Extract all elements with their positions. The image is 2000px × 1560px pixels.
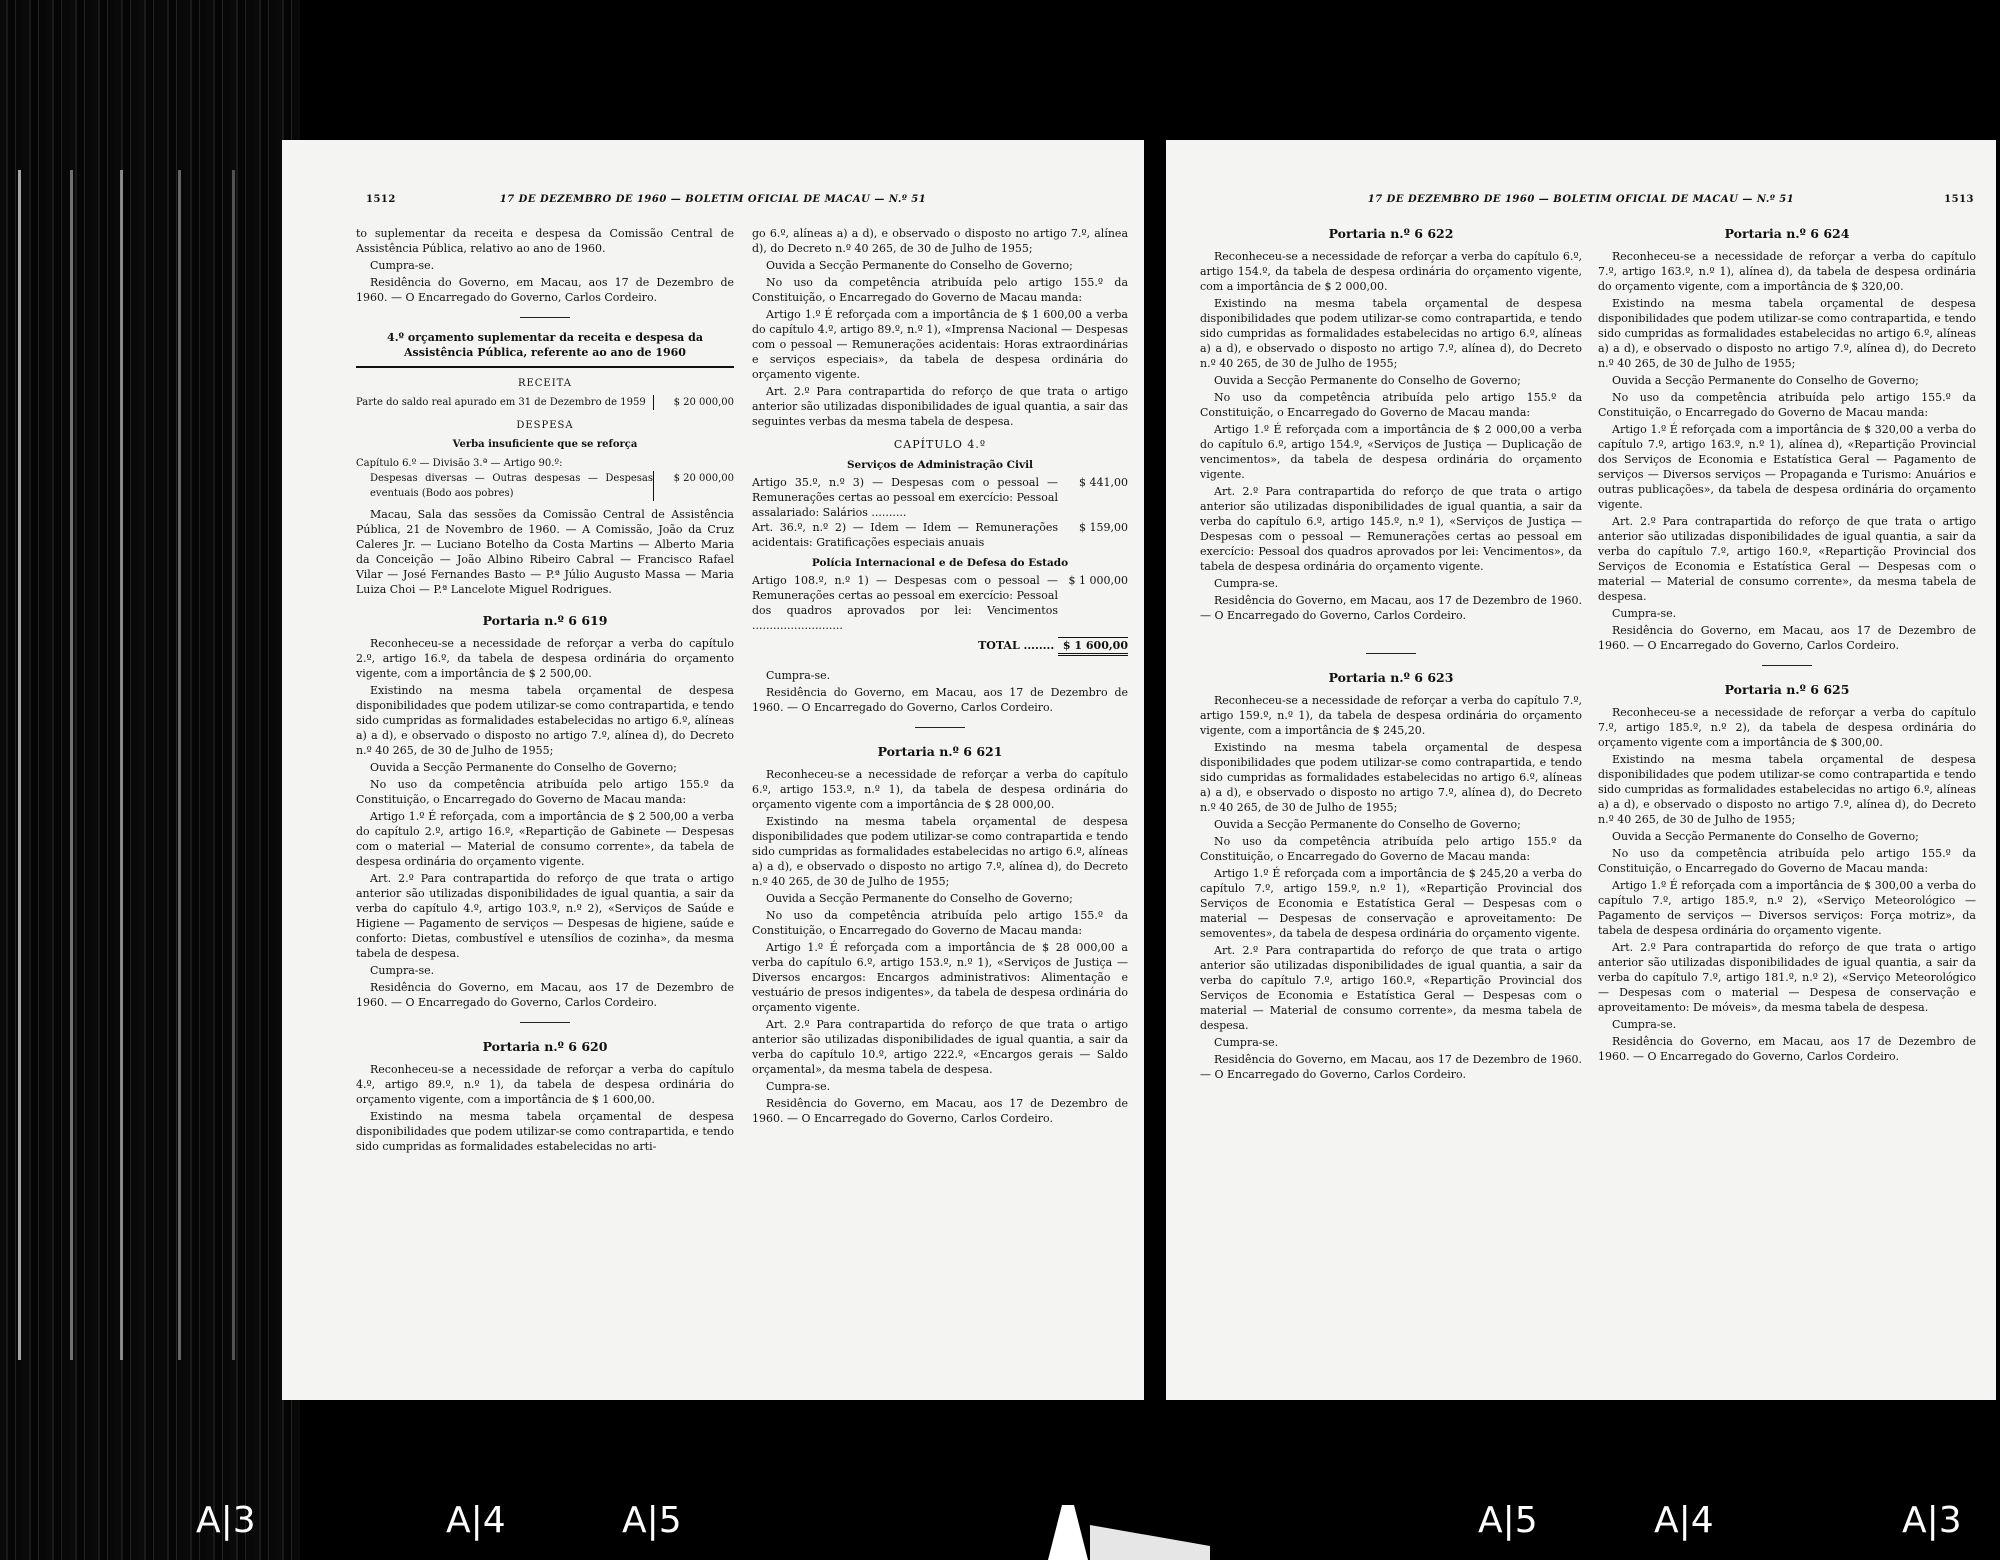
paragraph: Cumpra-se. bbox=[766, 669, 831, 682]
paragraph: Art. 2.º Para contrapartida do reforço de que trata o artigo anterior são utilizadas disponibilidades de igual quantia, a sair da verba do capítulo 6.º, artigo 145.º, n.º 1), «Serviços de Justiça — Despesas com o pessoal — Remunerações certas ao pessoal em exercício: Pessoal dos quadros aprovados por lei: Vencimentos», da tabela de despesa ordinária do orçamento vigente. bbox=[1200, 485, 1582, 573]
row-amount: $ 159,00 bbox=[1079, 521, 1128, 534]
paragraph: Reconheceu-se a necessidade de reforçar a verba do capítulo 4.º, artigo 89.º, n.º 1), da tabela de despesa ordinária do orçamento vigente, com a importância de $ 1 600,00. bbox=[356, 1063, 734, 1106]
paragraph: Residência do Governo, em Macau, aos 17 de Dezembro de 1960. — O Encarregado do Governo, Carlos Cordeiro. bbox=[356, 276, 734, 304]
film-mark: A|4 bbox=[1654, 1500, 1714, 1541]
portaria-title: Portaria n.º 6 624 bbox=[1724, 226, 1850, 241]
paragraph: Cumpra-se. bbox=[1214, 1036, 1279, 1049]
paragraph: Art. 2.º Para contrapartida do reforço de que trata o artigo anterior são utilizadas disponibilidades de igual quantia, a sair da verba do capítulo 7.º, artigo 160.º, «Repartição Provincial dos Serviços de Economia e Estatística Geral — Despesas com o material — Material de consumo corrente», da mesma tabela de despesa. bbox=[1200, 944, 1582, 1032]
paragraph: Existindo na mesma tabela orçamental de despesa disponibilidades que podem utilizar-se como contrapartida, e tendo sido cumpridas as formalidades estabelecidas no artigo 6.º, alíneas a) a d), e observado o disposto no artigo 7.º, alínea d), do Decreto n.º 40 265, de 30 de Julho de 1955; bbox=[1598, 297, 1976, 370]
paragraph: Existindo na mesma tabela orçamental de despesa disponibilidades que podem utilizar-se como contrapartida, e tendo sido cumpridas as formalidades estabelecidas no artigo 6.º, alíneas a) a d), e observado o disposto no artigo 7.º, alínea d), do Decreto n.º 40 265, de 30 de Julho de 1955; bbox=[1200, 741, 1582, 814]
page-number: 1513 bbox=[1944, 194, 1974, 205]
paragraph: Art. 2.º Para contrapartida do reforço de que trata o artigo anterior são utilizadas disponibilidades de igual quantia, a sair da verba do capítulo 10.º, artigo 222.º, «Encargos gerais — Saldo orçamental», da mesma tabela de despesa. bbox=[752, 1018, 1128, 1076]
paragraph: Residência do Governo, em Macau, aos 17 de Dezembro de 1960. — O Encarregado do Governo, Carlos Cordeiro. bbox=[1598, 624, 1976, 652]
page-clip-shadow bbox=[1090, 1525, 1210, 1560]
paragraph: Existindo na mesma tabela orçamental de despesa disponibilidades que podem utilizar-se como contrapartida, e tendo sido cumpridas as formalidades estabelecidas no arti- bbox=[356, 1110, 734, 1153]
row-amount: $ 20 000,00 bbox=[653, 471, 734, 501]
paragraph: Residência do Governo, em Macau, aos 17 de Dezembro de 1960. — O Encarregado do Governo, Carlos Cordeiro. bbox=[356, 981, 734, 1009]
total-amount: $ 1 600,00 bbox=[1058, 637, 1128, 656]
paragraph: Reconheceu-se a necessidade de reforçar a verba do capítulo 6.º, artigo 153.º, n.º 1), da tabela de despesa ordinária do orçamento vigente com a importância de $ 28 000,00. bbox=[752, 768, 1128, 811]
portaria-title: Portaria n.º 6 622 bbox=[1328, 226, 1454, 241]
paragraph: Residência do Governo, em Macau, aos 17 de Dezembro de 1960. — O Encarregado do Governo, Carlos Cordeiro. bbox=[1200, 1053, 1582, 1081]
section-title: 4.º orçamento suplementar da receita e despesa da Assistência Pública, referente ao ano de 1960 bbox=[387, 331, 703, 359]
paragraph: Art. 2.º Para contrapartida do reforço de que trata o artigo anterior são utilizadas disponibilidades de igual quantia, a sair das seguintes verbas da mesma tabela de despesa. bbox=[752, 385, 1128, 428]
row-amount: $ 441,00 bbox=[1079, 476, 1128, 489]
row-amount: $ 1 000,00 bbox=[1068, 574, 1128, 587]
left-column-2 bbox=[752, 226, 1128, 1128]
paragraph: Existindo na mesma tabela orçamental de despesa disponibilidades que podem utilizar-se como contrapartida, e tendo sido cumpridas as formalidades estabelecidas no artigo 6.º, alíneas a) a d), e observado o disposto no artigo 7.º, alínea d), do Decreto n.º 40 265, de 30 de Julho de 1955; bbox=[1200, 297, 1582, 370]
receita-label: RECEITA bbox=[517, 378, 573, 389]
row-text: Art. 36.º, n.º 2) — Idem — Idem — Remunerações acidentais: Gratificações especiais anuais bbox=[752, 521, 1058, 549]
paragraph: Cumpra-se. bbox=[370, 964, 435, 977]
paragraph: Existindo na mesma tabela orçamental de despesa disponibilidades que podem utilizar-se como contrapartida, e tendo sido cumpridas as formalidades estabelecidas no artigo 6.º, alíneas a) a d), e observado o disposto no artigo 7.º, alínea d), do Decreto n.º 40 265, de 30 de Julho de 1955; bbox=[356, 684, 734, 757]
paragraph: Artigo 1.º É reforçada com a importância de $ 1 600,00 a verba do capítulo 4.º, artigo 89.º, n.º 1), «Imprensa Nacional — Despesas com o pessoal — Remunerações acidentais: Horas extraordinárias e serviços especiais», da tabela de despesa ordinária do orçamento vigente. bbox=[752, 308, 1128, 381]
paragraph: No uso da competência atribuída pelo artigo 155.º da Constituição, o Encarregado do Governo de Macau manda: bbox=[752, 276, 1128, 304]
paragraph: No uso da competência atribuída pelo artigo 155.º da Constituição, o Encarregado do Governo de Macau manda: bbox=[356, 778, 734, 806]
paragraph: Art. 2.º Para contrapartida do reforço de que trata o artigo anterior são utilizadas disponibilidades de igual quantia, a sair da verba do capítulo 7.º, artigo 160.º, «Repartição Provincial dos Serviços de Economia e Estatística Geral — Despesas com o material — Material de consumo corrente», da mesma tabela de despesa. bbox=[1598, 515, 1976, 603]
total-row bbox=[752, 637, 1128, 656]
table-row bbox=[356, 471, 734, 501]
paragraph: Art. 2.º Para contrapartida do reforço de que trata o artigo anterior são utilizadas disponibilidades de igual quantia, a sair da verba do capítulo 4.º, artigo 103.º, n.º 2), «Serviços de Saúde e Higiene — Pagamento de serviços — Despesas de higiene, saúde e conforto: Dietas, combustível e utensílios de cozinha», da mesma tabela de despesa. bbox=[356, 872, 734, 960]
paragraph: go 6.º, alíneas a) a d), e observado o disposto no artigo 7.º, alínea d), do Decreto n.º 40 265, de 30 de Julho de 1955; bbox=[752, 227, 1128, 255]
paragraph: Ouvida a Secção Permanente do Conselho de Governo; bbox=[370, 761, 677, 774]
paragraph: Cumpra-se. bbox=[1214, 577, 1279, 590]
portaria-title: Portaria n.º 6 620 bbox=[482, 1039, 608, 1054]
paragraph: Existindo na mesma tabela orçamental de despesa disponibilidades que podem utilizar-se como contrapartida e tendo sido cumpridas as formalidades estabelecidas no artigo 6.º, alíneas a) a d), e observado o disposto no artigo 7.º, alínea d), do Decreto n.º 40 265, de 30 de Julho de 1955; bbox=[752, 815, 1128, 888]
header-title: 17 DE DEZEMBRO DE 1960 — BOLETIM OFICIAL DE MACAU — N.º 51 bbox=[499, 194, 927, 205]
portaria-title: Portaria n.º 6 625 bbox=[1724, 682, 1850, 697]
paragraph: Artigo 1.º É reforçada com a importância de $ 28 000,00 a verba do capítulo 6.º, artigo 153.º, n.º 1), «Serviços de Justiça — Diversos encargos: Encargos administrativos: Alimentação e vestuário de presos indigentes», da tabela de despesa ordinária do orçamento vigente. bbox=[752, 941, 1128, 1014]
paragraph: Reconheceu-se a necessidade de reforçar a verba do capítulo 7.º, artigo 185.º, n.º 2), da tabela de despesa ordinária do orçamento vigente com a importância de $ 300,00. bbox=[1598, 706, 1976, 749]
film-mark: A|5 bbox=[622, 1500, 682, 1541]
despesa-sub: Verba insuficiente que se reforça bbox=[452, 439, 638, 450]
portaria-title: Portaria n.º 6 621 bbox=[877, 744, 1003, 759]
page-number: 1512 bbox=[366, 194, 396, 205]
divider bbox=[520, 1022, 570, 1023]
film-mark: A|3 bbox=[1902, 1500, 1962, 1541]
paragraph: Ouvida a Secção Permanente do Conselho de Governo; bbox=[766, 892, 1073, 905]
paragraph: Cumpra-se. bbox=[1612, 1018, 1677, 1031]
row-text: Artigo 35.º, n.º 3) — Despesas com o pessoal — Remunerações certas ao pessoal em exercício: Pessoal assalariado: Salários .......... bbox=[752, 476, 1058, 519]
despesa-chapter: Capítulo 6.º — Divisão 3.ª — Artigo 90.º: bbox=[356, 458, 563, 469]
film-mark: A|4 bbox=[446, 1500, 506, 1541]
table-row bbox=[752, 475, 1128, 520]
divider bbox=[1762, 665, 1812, 666]
left-page bbox=[282, 140, 1144, 1400]
row-amount: $ 20 000,00 bbox=[653, 395, 734, 410]
paragraph: Reconheceu-se a necessidade de reforçar a verba do capítulo 6.º, artigo 154.º, da tabela de despesa ordinária do orçamento vigente, com a importância de $ 2 000,00. bbox=[1200, 250, 1582, 293]
right-column-2 bbox=[1598, 226, 1976, 1066]
paragraph: Artigo 1.º É reforçada, com a importância de $ 2 500,00 a verba do capítulo 2.º, artigo 16.º, «Repartição de Gabinete — Despesas com o material — Material de consumo corrente», da tabela de despesa ordinária do orçamento vigente. bbox=[356, 810, 734, 868]
total-label: TOTAL ........ bbox=[978, 639, 1055, 652]
portaria-title: Portaria n.º 6 623 bbox=[1328, 670, 1454, 685]
section-subtitle: Polícia Internacional e de Defesa do Estado bbox=[811, 557, 1069, 569]
divider bbox=[520, 317, 570, 318]
chapter-subtitle: Serviços de Administração Civil bbox=[846, 459, 1034, 471]
paragraph: Ouvida a Secção Permanente do Conselho de Governo; bbox=[1612, 374, 1919, 387]
table-row bbox=[356, 395, 734, 410]
paragraph: Reconheceu-se a necessidade de reforçar a verba do capítulo 7.º, artigo 159.º, n.º 1), da tabela de despesa ordinária do orçamento vigente, com a importância de $ 245,20. bbox=[1200, 694, 1582, 737]
film-mark: A|5 bbox=[1478, 1500, 1538, 1541]
row-text: Despesas diversas — Outras despesas — Despesas eventuais (Bodo aos pobres) bbox=[370, 473, 653, 499]
paragraph: No uso da competência atribuída pelo artigo 155.º da Constituição, o Encarregado do Governo de Macau manda: bbox=[1598, 391, 1976, 419]
budget-box bbox=[356, 366, 734, 501]
right-page bbox=[1166, 140, 1996, 1400]
paragraph: Art. 2.º Para contrapartida do reforço de que trata o artigo anterior são utilizadas disponibilidades de igual quantia, a sair da verba do capítulo 7.º, artigo 181.º, n.º 2), «Serviço Meteorológico — Despesas com o material — Despesa de conservação e aproveitamento: De móveis», da mesma tabela de despesa. bbox=[1598, 941, 1976, 1014]
film-mark: A|3 bbox=[196, 1500, 256, 1541]
portaria-title: Portaria n.º 6 619 bbox=[482, 613, 608, 628]
header-title: 17 DE DEZEMBRO DE 1960 — BOLETIM OFICIAL DE MACAU — N.º 51 bbox=[1367, 194, 1795, 205]
divider bbox=[915, 727, 965, 728]
paragraph: Residência do Governo, em Macau, aos 17 de Dezembro de 1960. — O Encarregado do Governo, Carlos Cordeiro. bbox=[1200, 594, 1582, 622]
paragraph: Artigo 1.º É reforçada com a importância de $ 320,00 a verba do capítulo 7.º, artigo 163.º, n.º 1), alínea d), «Repartição Provincial dos Serviços de Economia e Estatística Geral — Pagamento de serviços — Diversos serviços — Propaganda e Turismo: Anuários e outras publicações», da tabela de despesa ordinária do orçamento vigente. bbox=[1598, 423, 1976, 511]
paragraph: Macau, Sala das sessões da Comissão Central de Assistência Pública, 21 de Novembro de 1960. — A Comissão, João da Cruz Caleres Jr. — Luciano Botelho da Costa Martins — Alberto Maria da Conceição — João Albino Ribeiro Cabral — Francisco Rafael Vilar — José Fernandes Basto — P.ª Júlio Augusto Massa — Maria Luiza Choi — P.ª Lancelote Miguel Rodrigues. bbox=[356, 508, 734, 596]
paragraph: Ouvida a Secção Permanente do Conselho de Governo; bbox=[1612, 830, 1919, 843]
divider bbox=[1366, 653, 1416, 654]
paragraph: No uso da competência atribuída pelo artigo 155.º da Constituição, o Encarregado do Governo de Macau manda: bbox=[1200, 835, 1582, 863]
paragraph: Residência do Governo, em Macau, aos 17 de Dezembro de 1960. — O Encarregado do Governo, Carlos Cordeiro. bbox=[752, 686, 1128, 714]
chapter-title: CAPÍTULO 4.º bbox=[893, 438, 987, 451]
book-binding bbox=[0, 0, 300, 1560]
paragraph: Cumpra-se. bbox=[370, 259, 435, 272]
paragraph: No uso da competência atribuída pelo artigo 155.º da Constituição, o Encarregado do Governo de Macau manda: bbox=[1598, 847, 1976, 875]
paragraph: Artigo 1.º É reforçada com a importância de $ 245,20 a verba do capítulo 7.º, artigo 159.º, n.º 1), «Repartição Provincial dos Serviços de Economia e Estatística Geral — Despesas com o material — Despesas de conservação e aproveitamento: De semoventes», da tabela de despesa ordinária do orçamento vigente. bbox=[1200, 867, 1582, 940]
left-column-1 bbox=[356, 226, 734, 1156]
paragraph: Cumpra-se. bbox=[1612, 607, 1677, 620]
page-clip bbox=[1048, 1505, 1088, 1560]
paragraph: Existindo na mesma tabela orçamental de despesa disponibilidades que podem utilizar-se como contrapartida e tendo sido cumpridas as formalidades estabelecidas no artigo 6.º, alíneas a) a d), e observado o disposto no artigo 7.º, alínea d), do Decreto n.º 40 265, de 30 de Julho de 1955; bbox=[1598, 753, 1976, 826]
paragraph: Reconheceu-se a necessidade de reforçar a verba do capítulo 7.º, artigo 163.º, n.º 1), alínea d), da tabela de despesa ordinária do orçamento vigente, com a importância de $ 320,00. bbox=[1598, 250, 1976, 293]
paragraph: No uso da competência atribuída pelo artigo 155.º da Constituição, o Encarregado do Governo de Macau manda: bbox=[1200, 391, 1582, 419]
despesa-label: DESPESA bbox=[516, 420, 574, 431]
paragraph: to suplementar da receita e despesa da Comissão Central de Assistência Pública, relativo ao ano de 1960. bbox=[356, 227, 734, 255]
row-text: Parte do saldo real apurado em 31 de Dezembro de 1959 bbox=[356, 397, 646, 408]
paragraph: Reconheceu-se a necessidade de reforçar a verba do capítulo 2.º, artigo 16.º, da tabela de despesa ordinária do orçamento vigente, com a importância de $ 2 500,00. bbox=[356, 637, 734, 680]
paragraph: Artigo 1.º É reforçada com a importância de $ 300,00 a verba do capítulo 7.º, artigo 185.º, n.º 2), «Serviço Meteorológico — Pagamento de serviços — Diversos serviços: Força motriz», da tabela de despesa ordinária do orçamento vigente. bbox=[1598, 879, 1976, 937]
paragraph: Residência do Governo, em Macau, aos 17 de Dezembro de 1960. — O Encarregado do Governo, Carlos Cordeiro. bbox=[1598, 1035, 1976, 1063]
paragraph: Cumpra-se. bbox=[766, 1080, 831, 1093]
row-text: Artigo 108.º, n.º 1) — Despesas com o pessoal — Remunerações certas ao pessoal em exercício: Pessoal dos quadros aprovados por lei: Vencimentos .......................... bbox=[752, 574, 1058, 632]
table-row bbox=[752, 520, 1128, 550]
paragraph: No uso da competência atribuída pelo artigo 155.º da Constituição, o Encarregado do Governo de Macau manda: bbox=[752, 909, 1128, 937]
table-row bbox=[752, 573, 1128, 633]
paragraph: Artigo 1.º É reforçada com a importância de $ 2 000,00 a verba do capítulo 6.º, artigo 154.º, «Serviços de Justiça — Duplicação de vencimentos», da tabela de despesa ordinária do orçamento vigente. bbox=[1200, 423, 1582, 481]
paragraph: Ouvida a Secção Permanente do Conselho de Governo; bbox=[766, 259, 1073, 272]
paragraph: Ouvida a Secção Permanente do Conselho de Governo; bbox=[1214, 374, 1521, 387]
budget-lines bbox=[752, 475, 1128, 656]
right-column-1 bbox=[1200, 226, 1582, 1084]
paragraph: Ouvida a Secção Permanente do Conselho de Governo; bbox=[1214, 818, 1521, 831]
paragraph: Residência do Governo, em Macau, aos 17 de Dezembro de 1960. — O Encarregado do Governo, Carlos Cordeiro. bbox=[752, 1097, 1128, 1125]
